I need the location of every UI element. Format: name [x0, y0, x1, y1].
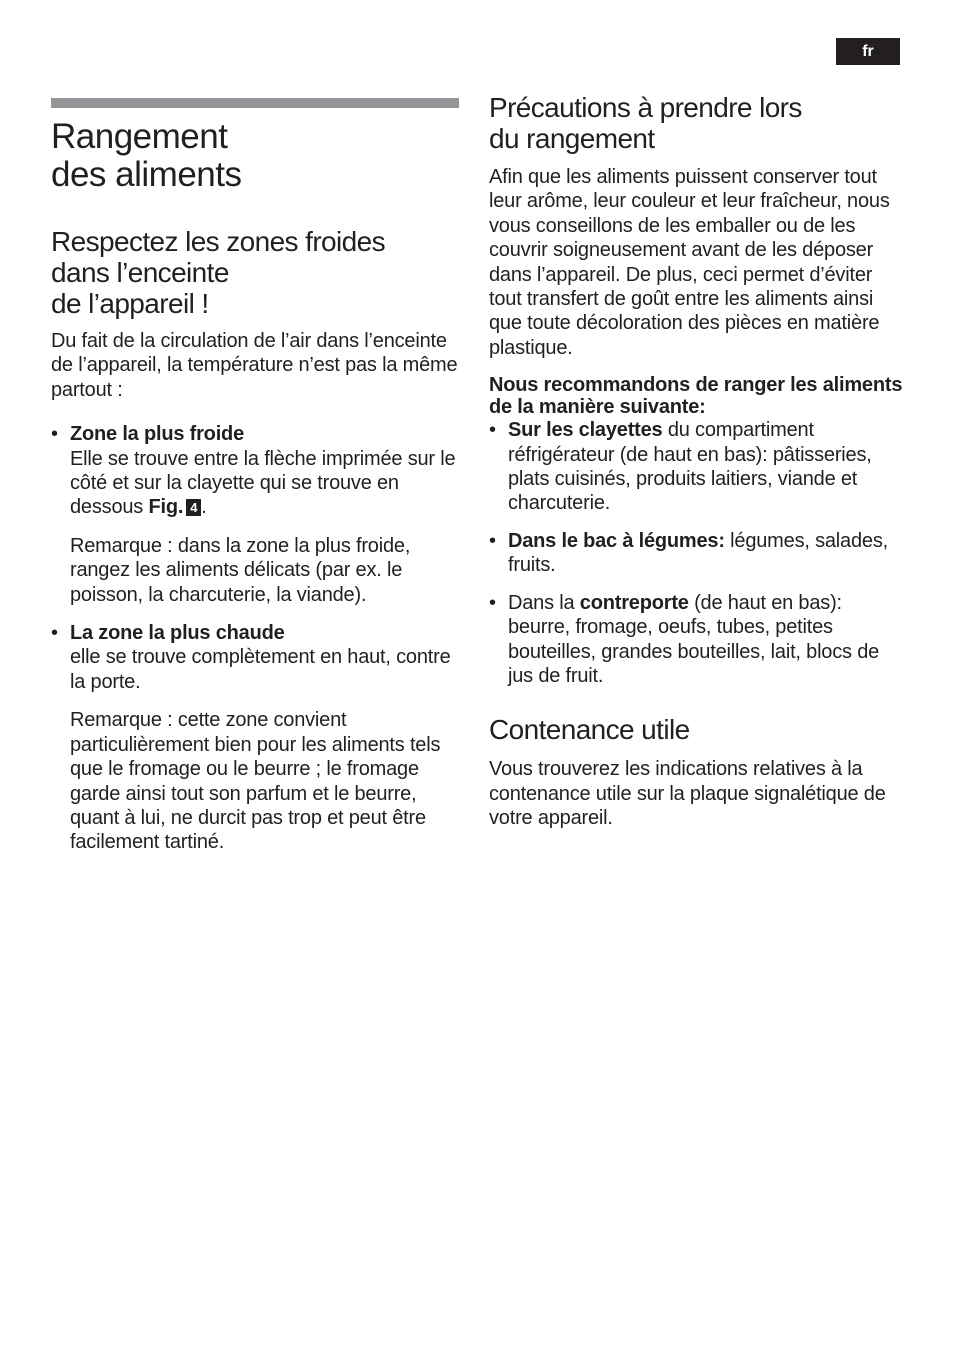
item-text: Elle se trouve entre la flèche imprimée sur le côté et sur la clayette qui se trouve en dessous [70, 447, 456, 519]
page-title-line: des aliments [51, 155, 242, 194]
right-column [489, 92, 909, 831]
item-note: Remarque : cette zone convient particulièrement bien pour les aliments tels que le fromage ou le beurre ; le fromage garde ainsi tout son parfum et le beurre, quant à lui, ne durcit pas trop et peut être facilement tartiné. [70, 709, 441, 854]
section-heading-precautions [489, 92, 909, 154]
section-heading-cold-zones [51, 226, 461, 319]
item-text: (de haut en bas): beurre, fromage, oeufs, tubes, petites bouteilles, grandes bouteilles, lait, blocs de jus de fruit. [508, 591, 880, 687]
heading-line: Respectez les zones froides [51, 226, 385, 257]
bullet: • [489, 591, 496, 614]
item-text: du compartiment réfrigérateur (de haut en bas): pâtisseries, plats cuisinés, produits laitiers, viande et charcuterie. [508, 419, 872, 515]
heading-line: Précautions à prendre lors [489, 92, 802, 123]
page-title [51, 118, 461, 194]
item-note: Remarque : dans la zone la plus froide, rangez les aliments délicats (par ex. le poisson, la charcuterie, la viande). [70, 534, 411, 606]
heading-line: dans l’enceinte [51, 257, 229, 288]
zone-list [51, 422, 461, 855]
precautions-paragraph: Afin que les aliments puissent conserver tout leur arôme, leur couleur et leur fraîcheur, nous vous conseillons de les emballer ou de les couvrir soigneusement avant de les déposer dans l’appareil. De plus, ceci permet d’éviter tout transfert de goût entre les aliments ainsi que toute décoloration des pièces en matière plastique. [489, 166, 890, 359]
storage-list [489, 418, 909, 688]
list-item: • Zone la plus froide Elle se trouve entre la flèche imprimée sur le côté et sur la clayette qui se trouve en dessous Fig. 4 . Remarque : dans la zone la plus froide, rangez les aliments délicats (par ex. le poisson, la charcuterie, la viande). [51, 422, 461, 607]
item-text: elle se trouve complètement en haut, contre la porte. [70, 646, 451, 693]
language-badge: fr [836, 38, 900, 65]
page-title-line: Rangement [51, 117, 228, 156]
list-item [489, 591, 909, 689]
figure-reference: Fig. [148, 496, 184, 519]
intro-paragraph: Du fait de la circulation de l’air dans l’enceinte de l’appareil, la température n’est pas la même partout : [51, 330, 458, 401]
item-prefix: Dans la [508, 591, 580, 614]
list-item [489, 529, 909, 578]
bullet: • [51, 423, 58, 446]
recommendation-heading: Nous recommandons de ranger les aliments de la manière suivante: [489, 374, 903, 419]
left-column [51, 98, 461, 855]
heading-line: du rangement [489, 123, 655, 154]
section-rule [51, 98, 459, 108]
list-item [489, 418, 909, 516]
item-bold: Sur les clayettes [508, 419, 663, 442]
bullet: • [489, 419, 496, 442]
capacity-paragraph: Vous trouverez les indications relatives à la contenance utile sur la plaque signalétique de votre appareil. [489, 758, 886, 830]
item-heading: Zone la plus froide [70, 423, 244, 446]
bullet: • [51, 622, 58, 645]
item-text: légumes, salades, fruits. [508, 529, 888, 577]
bullet: • [489, 529, 496, 552]
heading-line: de l’appareil ! [51, 288, 209, 319]
item-bold: contreporte [579, 591, 689, 614]
list-item [51, 621, 461, 855]
item-bold: Dans le bac à légumes: [508, 529, 725, 552]
item-heading: La zone la plus chaude [70, 622, 285, 645]
section-heading-capacity: Contenance utile [489, 714, 690, 746]
figure-number-badge: 4 [186, 499, 201, 516]
